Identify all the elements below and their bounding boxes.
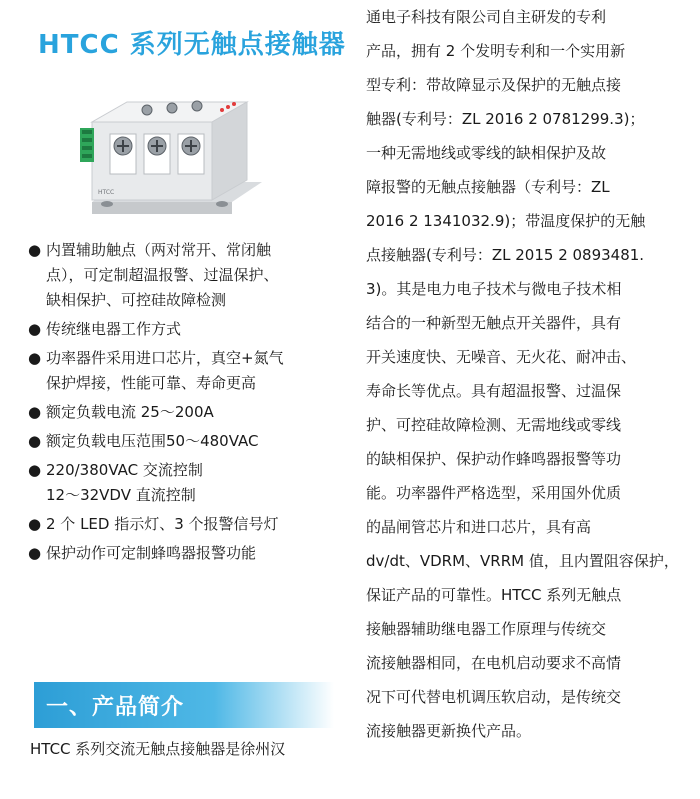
bullet-icon: ● [28,461,42,479]
feature-line: 缺相保护、可控硅故障检测 [46,291,227,309]
feature-item [28,317,348,342]
feature-list [28,238,348,570]
bullet-icon: ● [28,432,42,450]
description-column [366,0,696,748]
description-line: 2016 2 1341032.9)；带温度保护的无触 [366,212,646,230]
description-line: 产品，拥有 2 个发明专利和一个实用新 [366,42,626,60]
feature-item [28,238,348,313]
feature-line: 点），可定制超温报警、过温保护、 [46,266,279,284]
description-line: 能。功率器件严格选型，采用国外优质 [366,484,622,502]
feature-line: 12～32VDV 直流控制 [46,486,196,504]
section-title: 一、产品简介 [46,695,185,720]
description-line: 一种无需地线或零线的缺相保护及故 [366,144,607,162]
description-line: 接触器辅助继电器工作原理与传统交 [366,620,607,638]
feature-line: 额定负载电压范围50～480VAC [46,432,259,450]
product-image [62,82,270,232]
description-line: 护、可控硅故障检测、无需地线或零线 [366,416,622,434]
description-line: 障报警的无触点接触器（专利号：ZL [366,178,610,196]
bullet-icon: ● [28,320,42,338]
section-header [34,682,334,728]
feature-line: 2 个 LED 指示灯、3 个报警信号灯 [46,515,279,533]
description-line: 触器(专利号：ZL 2016 2 0781299.3)； [366,110,645,128]
feature-line: 传统继电器工作方式 [46,320,182,338]
description-line: 开关速度快、无噪音、无火花、耐冲击、 [366,348,637,366]
bullet-icon: ● [28,349,42,367]
bullet-icon: ● [28,403,42,421]
description-line: 的缺相保护、保护动作蜂鸣器报警等功 [366,450,622,468]
description-line: 况下可代替电机调压软启动，是传统交 [366,688,622,706]
description-line: 3)。其是电力电子技术与微电子技术相 [366,280,622,298]
description-line: dv/dt、VDRM、VRRM 值，且内置阻容保护， [366,552,679,570]
feature-line: 保护焊接，性能可靠、寿命更高 [46,374,257,392]
description-line: 型专利：带故障显示及保护的无触点接 [366,76,622,94]
bullet-icon: ● [28,241,42,259]
bullet-icon: ● [28,544,42,562]
feature-line: 功率器件采用进口芯片，真空+氮气 [46,349,284,367]
feature-line: 额定负载电流 25～200A [46,403,214,421]
feature-line: 220/380VAC 交流控制 [46,461,203,479]
intro-text: HTCC 系列交流无触点接触器是徐州汉 [30,740,286,758]
description-line: 结合的一种新型无触点开关器件，具有 [366,314,622,332]
feature-item [28,512,348,537]
description-line: 的晶闸管芯片和进口芯片，具有高 [366,518,592,536]
feature-line: 保护动作可定制蜂鸣器报警功能 [46,544,257,562]
description-line: 通电子科技有限公司自主研发的专利 [366,8,607,26]
feature-item [28,458,348,508]
bullet-icon: ● [28,515,42,533]
feature-item [28,541,348,566]
feature-item [28,400,348,425]
feature-item [28,346,348,396]
description-line: 点接触器(专利号：ZL 2015 2 0893481. [366,246,645,264]
feature-item [28,429,348,454]
page-title: HTCC 系列无触点接触器 [38,30,346,60]
description-line: 寿命长等优点。具有超温报警、过温保 [366,382,622,400]
feature-line: 内置辅助触点（两对常开、常闭触 [46,241,272,259]
product-label: HTCC [98,189,115,196]
description-line: 保证产品的可靠性。HTCC 系列无触点 [366,586,622,604]
description-line: 流接触器相同，在电机启动要求不高情 [366,654,622,672]
description-line: 流接触器更新换代产品。 [366,722,532,740]
